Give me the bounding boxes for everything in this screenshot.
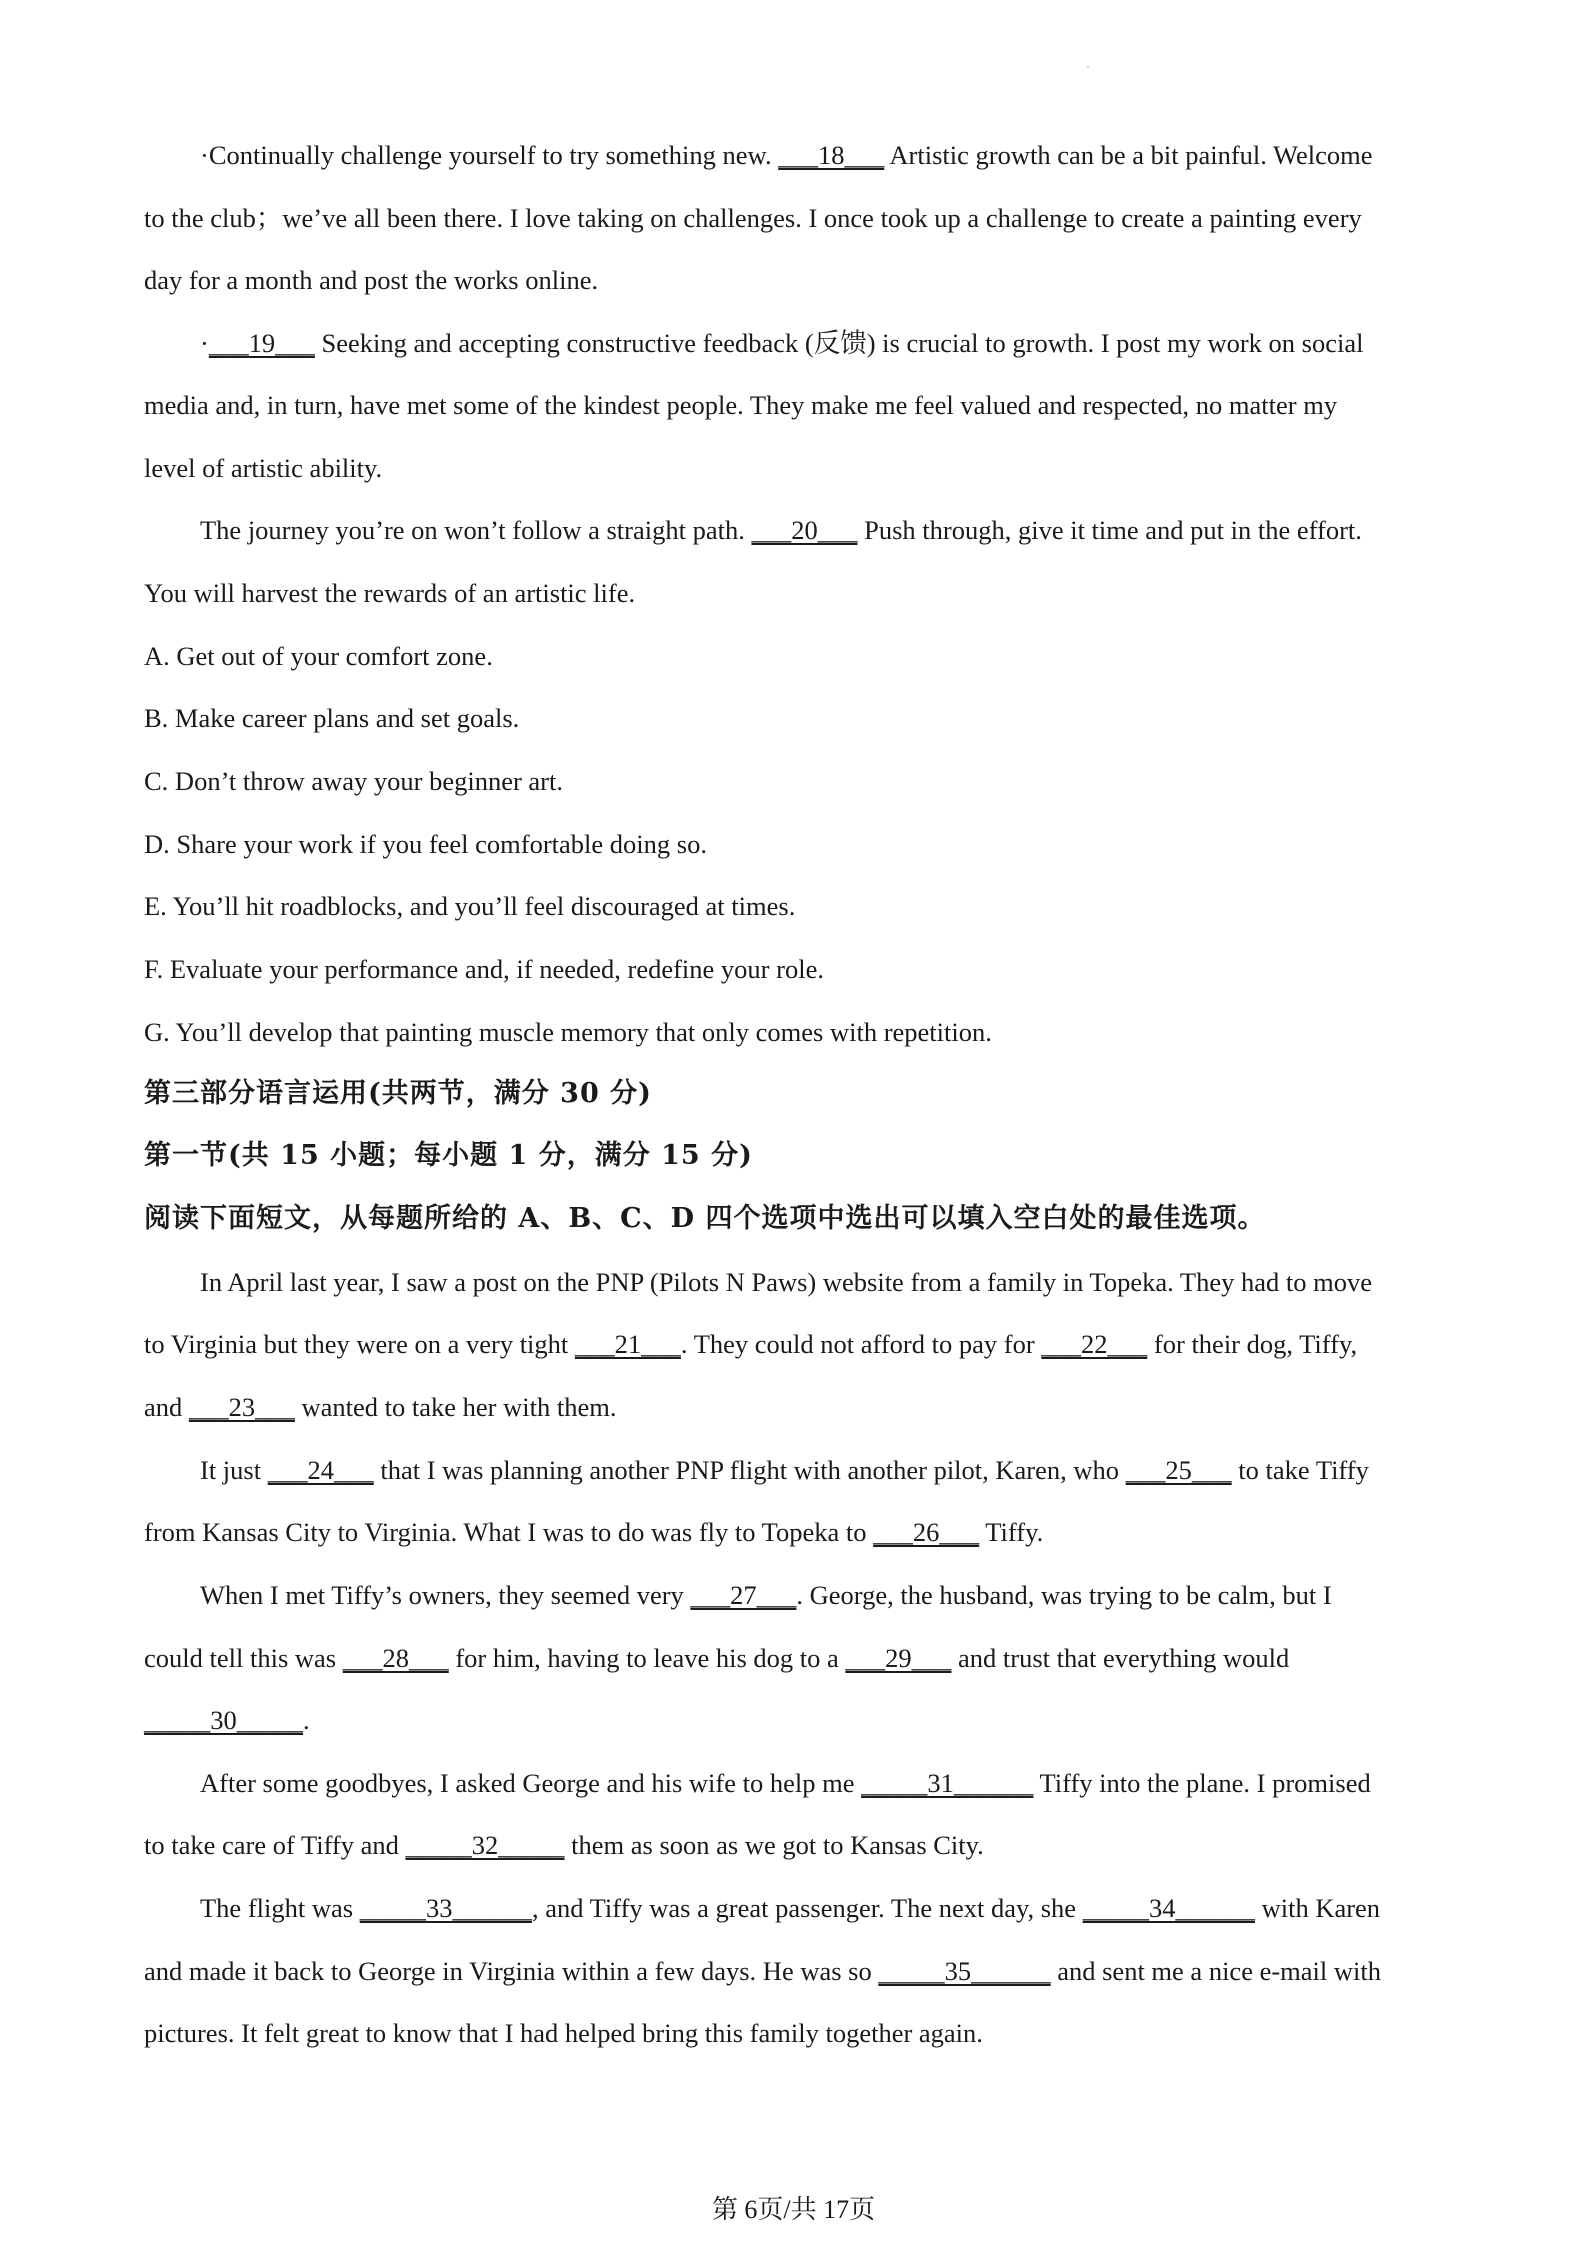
cloze-line-4 — [200, 1454, 1510, 1486]
text: . They could not afford to pay for — [680, 1329, 1042, 1359]
text: them as soon as we got to Kansas City. — [564, 1830, 984, 1860]
cloze-line-3 — [144, 1391, 1454, 1423]
text: wanted to take her with them. — [294, 1392, 617, 1422]
paragraph-18-line-3: day for a month and post the works online. — [144, 265, 599, 295]
option-c: C. Don’t throw away your beginner art. — [144, 766, 563, 796]
cloze-line-11 — [200, 1892, 1510, 1924]
blank-26: ___26___ — [873, 1517, 980, 1547]
section-subtitle: 第一节(共 15 小题；每小题 1 分，满分 15 分) — [144, 1140, 753, 1171]
cloze-line-6 — [200, 1579, 1510, 1611]
blank-23: ___23___ — [188, 1392, 295, 1422]
blank-21: ___21___ — [574, 1329, 681, 1359]
blank-19: ___19___ — [208, 328, 315, 358]
text: from Kansas City to Virginia. What I was to do was fly to Topeka to — [144, 1517, 874, 1547]
paragraph-18-line-2: to the club；we’ve all been there. I love taking on challenges. I once took up a challenge to create a painting every — [144, 203, 1362, 233]
text: Artistic growth can be a bit painful. Welcome — [884, 140, 1373, 170]
cloze-line-9 — [200, 1767, 1510, 1799]
text: with Karen — [1254, 1893, 1381, 1923]
text: that I was planning another PNP flight with another pilot, Karen, who — [373, 1455, 1126, 1485]
text: Push through, give it time and put in the effort. — [857, 515, 1362, 545]
blank-33: _____33______ — [359, 1893, 532, 1923]
text: It just — [200, 1455, 268, 1485]
paragraph-20-line-2: You will harvest the rewards of an artistic life. — [144, 578, 636, 608]
text: Tiffy. — [979, 1517, 1044, 1547]
blank-18: ___18___ — [778, 140, 885, 170]
text: , and Tiffy was a great passenger. The next day, she — [531, 1893, 1083, 1923]
cloze-line-2 — [144, 1328, 1454, 1360]
text: and made it back to George in Virginia within a few days. He was so — [144, 1956, 879, 1986]
blank-35: _____35______ — [878, 1956, 1051, 1986]
option-d: D. Share your work if you feel comfortable doing so. — [144, 829, 707, 859]
blank-34: _____34______ — [1082, 1893, 1255, 1923]
blank-30: _____30_____ — [144, 1705, 303, 1735]
text: Seeking and accepting constructive feedback (反馈) is crucial to growth. I post my work on social — [314, 328, 1364, 358]
text: and trust that everything would — [951, 1643, 1290, 1673]
text: . George, the husband, was trying to be calm, but I — [796, 1580, 1332, 1610]
text: to take care of Tiffy and — [144, 1830, 406, 1860]
blank-32: _____32_____ — [405, 1830, 565, 1860]
text: ·Continually challenge yourself to try something new. — [200, 140, 779, 170]
option-e: E. You’ll hit roadblocks, and you’ll feel discouraged at times. — [144, 891, 796, 921]
text: · — [200, 328, 209, 358]
text: After some goodbyes, I asked George and his wife to help me — [200, 1768, 862, 1798]
text: Tiffy into the plane. I promised — [1033, 1768, 1371, 1798]
cloze-line-7 — [144, 1642, 1454, 1674]
blank-25: ___25___ — [1125, 1455, 1232, 1485]
section-instruction: 阅读下面短文，从每题所给的 A、B、C、D 四个选项中选出可以填入空白处的最佳选项。 — [144, 1203, 1266, 1234]
text: for him, having to leave his dog to a — [448, 1643, 846, 1673]
paragraph-18-line-1 — [200, 139, 1510, 171]
paragraph-19-line-3: level of artistic ability. — [144, 453, 383, 483]
text: for their dog, Tiffy, — [1147, 1329, 1358, 1359]
option-b: B. Make career plans and set goals. — [144, 703, 520, 733]
blank-24: ___24___ — [267, 1455, 374, 1485]
cloze-line-10 — [144, 1829, 1454, 1861]
text: and sent me a nice e-mail with — [1050, 1956, 1382, 1986]
page-number: 第 6页/共 17页 — [711, 2195, 876, 2224]
blank-31: _____31______ — [861, 1768, 1034, 1798]
blank-20: ___20___ — [751, 515, 858, 545]
text: When I met Tiffy’s owners, they seemed very — [200, 1580, 691, 1610]
scan-dot — [1087, 66, 1089, 68]
paragraph-20-line-1 — [200, 514, 1510, 546]
paragraph-19-line-2: media and, in turn, have met some of the kindest people. They make me feel valued and respected, no matter my — [144, 390, 1338, 420]
cloze-line-12 — [144, 1955, 1454, 1987]
text: and — [144, 1392, 189, 1422]
text: to take Tiffy — [1231, 1455, 1369, 1485]
blank-22: ___22___ — [1041, 1329, 1148, 1359]
part-title: 第三部分语言运用(共两节，满分 30 分) — [144, 1078, 652, 1109]
text: could tell this was — [144, 1643, 343, 1673]
text: to Virginia but they were on a very tight — [144, 1329, 575, 1359]
cloze-line-13: pictures. It felt great to know that I had helped bring this family together again. — [144, 2018, 983, 2048]
text: The flight was — [200, 1893, 360, 1923]
blank-28: ___28___ — [342, 1643, 449, 1673]
blank-29: ___29___ — [845, 1643, 952, 1673]
cloze-line-5 — [144, 1516, 1454, 1548]
option-g: G. You’ll develop that painting muscle memory that only comes with repetition. — [144, 1017, 992, 1047]
text: The journey you’re on won’t follow a straight path. — [200, 515, 752, 545]
text: . — [303, 1705, 310, 1735]
option-f: F. Evaluate your performance and, if needed, redefine your role. — [144, 954, 824, 984]
cloze-line-8 — [144, 1704, 1454, 1736]
paragraph-19-line-1 — [200, 327, 1510, 359]
option-a: A. Get out of your comfort zone. — [144, 641, 493, 671]
blank-27: ___27___ — [690, 1580, 797, 1610]
cloze-line-1: In April last year, I saw a post on the PNP (Pilots N Paws) website from a family in Topeka. They had to move — [200, 1267, 1372, 1297]
